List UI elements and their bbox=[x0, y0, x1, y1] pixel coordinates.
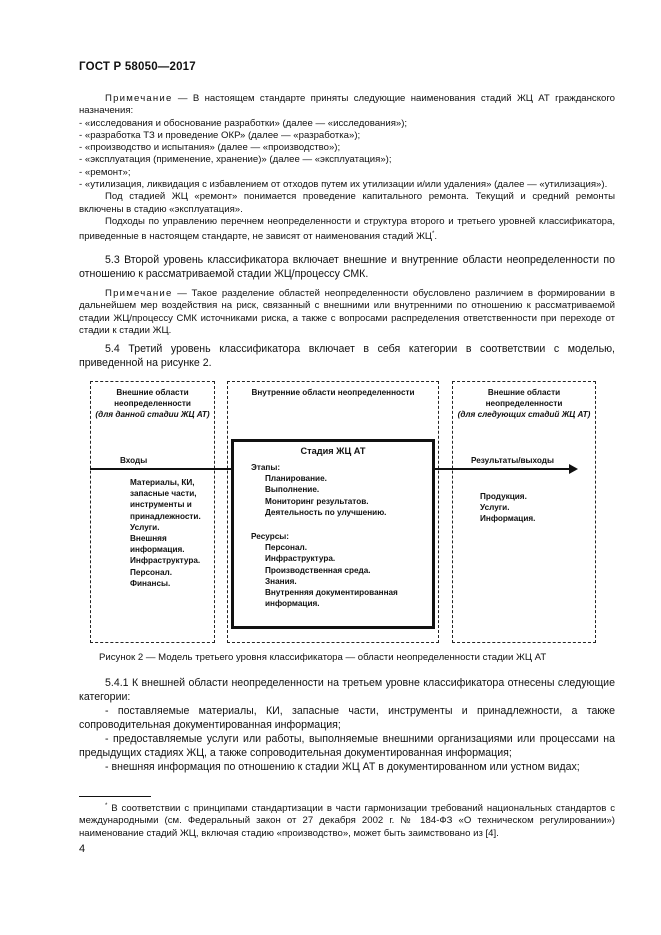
list-item: Материалы, КИ, bbox=[130, 478, 195, 487]
inputs-label: Входы bbox=[120, 456, 148, 465]
list-item: Услуги. bbox=[130, 522, 160, 532]
list-item: информация. bbox=[265, 599, 320, 609]
note-2: Примечание — Такое разделение областей неопределенности обусловлено различием в формировании в дальнейшем мер воздействия на риск, связанный с внешними или внутренними по отношению к рассматриваемой стадии ЖЦ/процессу СМК источниками риска, а также с вопросами распределения ответственности при переходе от стадии к стадии ЖЦ. bbox=[79, 288, 615, 336]
note-1-item: - «производство и испытания» (далее — «производство»); bbox=[79, 142, 341, 154]
stages-block bbox=[251, 462, 386, 518]
resources-label: Ресурсы: bbox=[251, 532, 289, 541]
list-item: Мониторинг результатов. bbox=[265, 496, 369, 506]
note-1-item: - «утилизация, ликвидация с избавлением от отходов путем их утилизации и/или удаления» (далее — «утилизация»). bbox=[79, 179, 608, 191]
lifecycle-stage-box bbox=[231, 439, 435, 629]
list-item: инструменты и bbox=[130, 500, 192, 510]
note-1-item: - «ремонт»; bbox=[79, 166, 131, 178]
left-area-title: Внешние области неопределенности (для данной стадии ЖЦ АТ) bbox=[95, 388, 210, 419]
resources-block bbox=[251, 531, 398, 609]
list-item: Внутренняя документированная bbox=[265, 588, 398, 598]
list-item: - поставляемые материалы, КИ, запасные части, инструменты и принадлежности, а также сопроводительная документированная информация; bbox=[79, 705, 615, 731]
section-5-3: 5.3 Второй уровень классификатора включает внешние и внутренние области неопределенности по отношению к рассматриваемой стадии ЖЦ/процессу СМК. bbox=[79, 254, 615, 280]
list-item: - предоставляемые услуги или работы, выполняемые внешними организациями или процессами на предыдущих стадиях ЖЦ, а также сопроводительная документированная информация; bbox=[79, 733, 615, 759]
figure-caption: Рисунок 2 — Модель третьего уровня классификатора — области неопределенности стадии ЖЦ АТ bbox=[99, 652, 547, 663]
note-1-paragraph: Подходы по управлению перечнем неопределенности и структура второго и третьего уровней классификатора, приведенные в настоящем стандарте, не зависят от наименования стадий ЖЦ*. bbox=[79, 215, 615, 243]
list-item: Инфраструктура. bbox=[130, 556, 201, 566]
stages-label: Этапы: bbox=[251, 463, 281, 472]
list-item: запасные части, bbox=[130, 489, 197, 499]
footnote-mark: * bbox=[105, 803, 108, 809]
list-item: Знания. bbox=[265, 576, 297, 586]
list-item: Информация. bbox=[480, 514, 536, 524]
list-item: - внешняя информация по отношению к стадии ЖЦ АТ в документированном или устном видах; bbox=[105, 761, 580, 773]
document-header: ГОСТ Р 58050—2017 bbox=[79, 61, 196, 73]
list-item: Внешняя bbox=[130, 534, 167, 544]
section-intro: 5.4.1 К внешней области неопределенности на третьем уровне классификатора отнесены следующие категории: bbox=[79, 677, 615, 703]
list-item: Инфраструктура. bbox=[265, 554, 336, 564]
list-item: Деятельность по улучшению. bbox=[265, 507, 387, 517]
right-area-title: Внешние области неопределенности (для следующих стадий ЖЦ АТ) bbox=[457, 388, 591, 419]
core-title: Стадия ЖЦ АТ bbox=[300, 446, 366, 456]
footnote-divider bbox=[79, 796, 151, 797]
input-items-list bbox=[130, 477, 201, 589]
list-item: Услуги. bbox=[480, 503, 510, 513]
note-1-item: - «разработка ТЗ и проведение ОКР» (далее — «разработка»); bbox=[79, 129, 361, 141]
list-item: Финансы. bbox=[130, 578, 171, 588]
note-1-item: - «исследования и обоснование разработки» (далее — «исследования»); bbox=[79, 117, 408, 129]
list-item: Планирование. bbox=[265, 474, 327, 484]
note-1 bbox=[79, 93, 615, 244]
list-item: Выполнение. bbox=[265, 485, 320, 495]
list-item: информация. bbox=[130, 545, 185, 555]
list-item: Продукция. bbox=[480, 492, 527, 501]
page-number: 4 bbox=[79, 843, 86, 855]
list-item: Производственная среда. bbox=[265, 565, 371, 575]
note-1-intro: Примечание — В настоящем стандарте приняты следующие наименования стадий ЖЦ АТ гражданского назначения: bbox=[79, 93, 615, 117]
note-label: Примечание bbox=[105, 93, 173, 104]
list-item: Персонал. bbox=[130, 567, 172, 577]
output-items-list bbox=[480, 491, 535, 525]
note-label: Примечание bbox=[105, 288, 173, 299]
middle-area-title: Внутренние области неопределенности bbox=[251, 388, 415, 397]
flow-arrow-head-icon bbox=[569, 464, 578, 474]
note-1-item: - «эксплуатация (применение, хранение)» (далее — «эксплуатация»); bbox=[79, 154, 392, 166]
figure-2-diagram bbox=[90, 381, 596, 643]
section-5-4-1 bbox=[79, 676, 615, 774]
list-item: Персонал. bbox=[265, 543, 307, 553]
outputs-label: Результаты/выходы bbox=[471, 456, 554, 465]
footnote: * В соответствии с принципами стандартизации в части гармонизации требований национальных стандартов с международными (см. Федеральный закон от 27 декабря 2002 г. № 184-ФЗ «О техническом регулировании») наименование стадий ЖЦ, включая стадию «производство», может быть заимствовано из [4]. bbox=[79, 803, 615, 839]
list-item: принадлежности. bbox=[130, 511, 201, 521]
note-1-paragraph: Под стадией ЖЦ «ремонт» понимается проведение капитального ремонта. Текущий и средний ремонты включены в стадию «эксплуатация». bbox=[79, 191, 615, 215]
section-5-4: 5.4 Третий уровень классификатора включает в себя категории в соответствии с моделью, приведенной на рисунке 2. bbox=[79, 343, 615, 369]
